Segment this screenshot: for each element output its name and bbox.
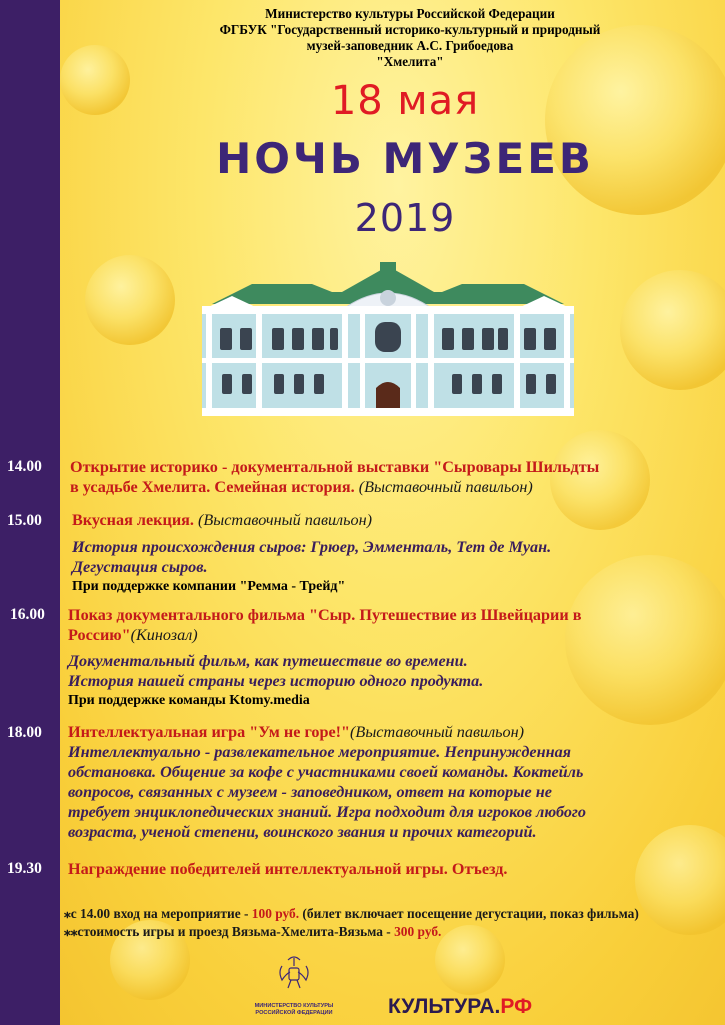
schedule-item <box>72 510 722 597</box>
event-title: Награждение победителей интеллектуальной игры. Отъезд. <box>68 860 508 878</box>
event-description: требует энциклопедических знаний. Игра подходит для игроков любого <box>68 803 586 821</box>
note-text: (билет включает посещение дегустации, показ фильма) <box>299 906 639 921</box>
organizer-block <box>150 6 670 70</box>
event-description: обстановка. Общение за кофе с участниками своей команды. Коктейль <box>68 763 584 781</box>
price-note-entry <box>64 906 639 922</box>
event-title: Интеллектуальная игра "Ум не горе!" <box>68 723 351 741</box>
asterisk-mark: ⁎ <box>64 906 71 921</box>
event-sponsor: При поддержке команды Ktomy.media <box>68 693 310 708</box>
schedule-item <box>68 722 720 842</box>
event-title: Показ документального фильма "Сыр. Путешествие из Швейцарии в <box>68 606 582 624</box>
event-description: Документальный фильм, как путешествие во времени. <box>68 652 468 670</box>
asterisk-mark: ⁎⁎ <box>64 924 78 939</box>
event-description: История нашей страны через историю одного продукта. <box>68 672 484 690</box>
event-time: 18.00 <box>7 724 42 741</box>
price-note-game <box>64 924 441 940</box>
kultura-rf-logo <box>388 995 532 1019</box>
event-location: (Выставочный павильон) <box>193 511 372 529</box>
schedule-item <box>70 457 720 497</box>
rf-text: РФ <box>500 995 533 1018</box>
event-time: 14.00 <box>7 458 42 475</box>
note-text: стоимость игры и проезд Вязьма-Хмелита-Вязьма - <box>77 924 395 939</box>
event-time: 19.30 <box>7 860 42 877</box>
event-sponsor: При поддержке компании "Ремма - Трейд" <box>72 579 346 594</box>
note-text: с 14.00 вход на мероприятие - <box>70 906 252 921</box>
event-description: вопросов, связанных с музеем - заповедником, ответ на которые не <box>68 783 552 801</box>
organizer-line: "Хмелита" <box>376 54 444 69</box>
event-description: Интеллектуально - развлекательное мероприятие. Непринужденная <box>68 743 572 761</box>
ministry-caption <box>246 1003 342 1017</box>
museum-building-illustration <box>192 262 584 420</box>
event-year: 2019 <box>354 196 456 240</box>
event-title: Вкусная лекция. <box>72 511 194 529</box>
russian-eagle-emblem-icon <box>274 952 314 1000</box>
event-location: (Кинозал) <box>130 626 198 644</box>
ministry-caption-line: МИНИСТЕРСТВО КУЛЬТУРЫ <box>254 1003 334 1009</box>
event-time: 15.00 <box>7 512 42 529</box>
event-date: 18 мая <box>330 78 480 124</box>
event-location: (Выставочный павильон) <box>354 478 533 496</box>
event-description: возраста, ученой степени, воинского звания и прочих категорий. <box>68 823 537 841</box>
organizer-line: музей-заповедник А.С. Грибоедова <box>306 38 514 53</box>
entry-price: 100 руб. <box>251 906 300 921</box>
event-title: НОЧЬ МУЗЕЕВ <box>216 134 594 183</box>
event-description: Дегустация сыров. <box>72 558 208 576</box>
ministry-caption-line: РОССИЙСКОЙ ФЕДЕРАЦИИ <box>255 1010 333 1016</box>
event-location: (Выставочный павильон) <box>350 723 525 741</box>
schedule-item <box>68 859 718 879</box>
event-title: Россию" <box>68 626 131 644</box>
event-description: История происхождения сыров: Грюер, Эмменталь, Тет де Муан. <box>72 538 552 556</box>
event-time: 16.00 <box>10 606 45 623</box>
schedule-item <box>68 605 718 711</box>
event-title: в усадьбе Хмелита. Семейная история. <box>70 478 355 496</box>
organizer-line: Министерство культуры Российской Федерации <box>265 6 555 21</box>
event-title: Открытие историко - документальной выставки "Сыровары Шильдты <box>70 458 600 476</box>
organizer-line: ФГБУК "Государственный историко-культурный и природный <box>219 22 601 37</box>
kultura-text: КУЛЬТУРА. <box>388 995 501 1018</box>
game-price: 300 руб. <box>394 924 442 939</box>
